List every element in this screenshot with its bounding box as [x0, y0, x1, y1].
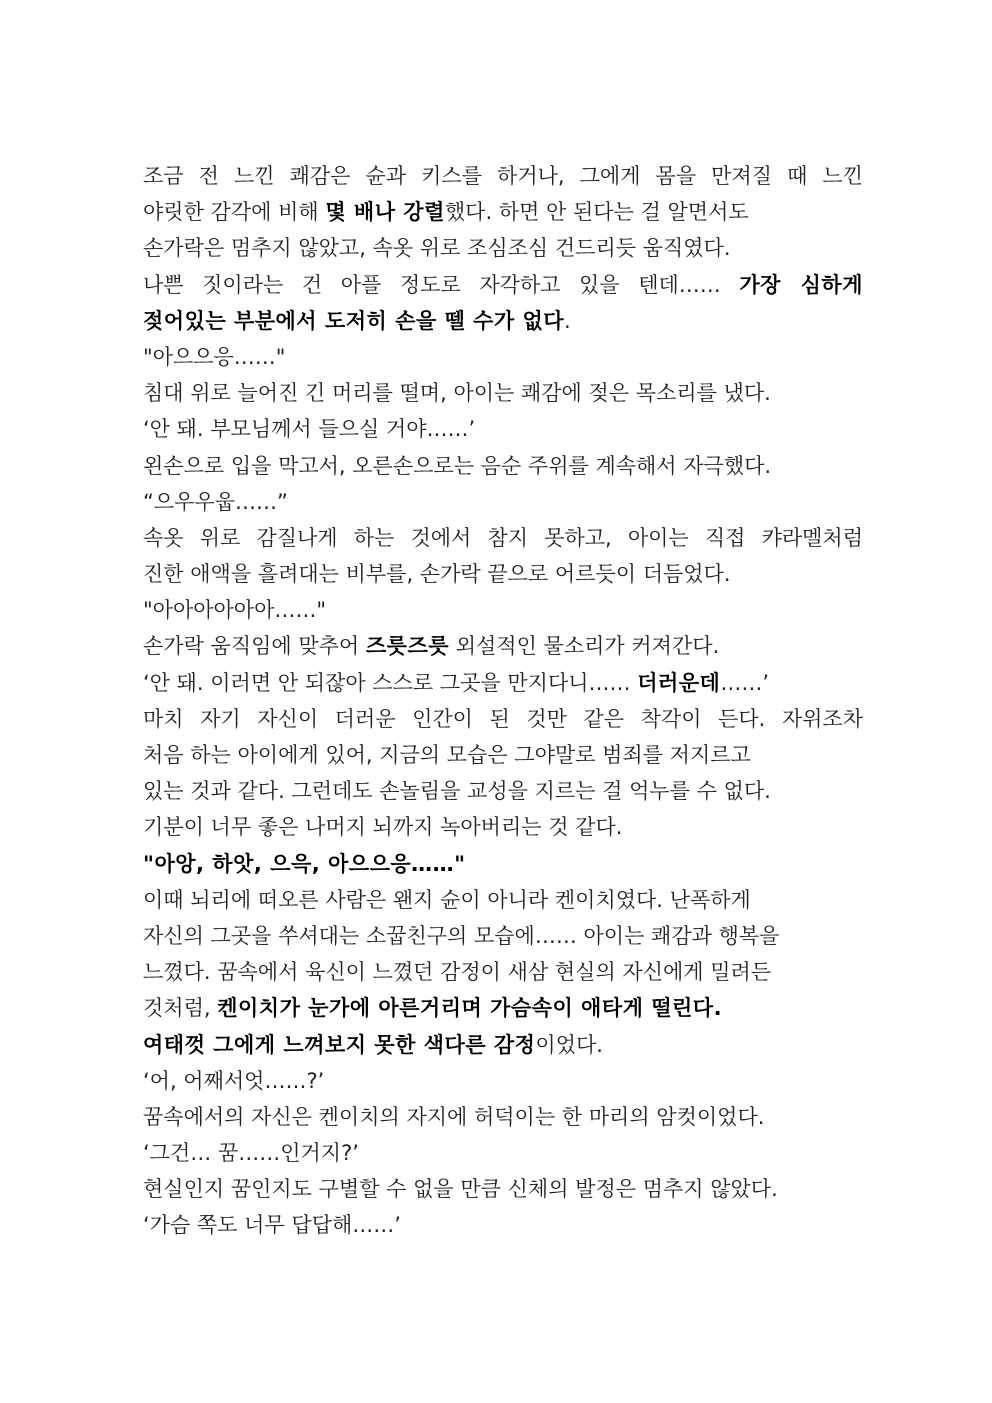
text-segment: 이때 뇌리에 떠오른 사람은 왠지 슌이 아니라 켄이치였다. 난폭하게 [143, 887, 751, 912]
text-segment: . [564, 308, 571, 333]
text-line [143, 158, 863, 194]
text-segment: 자신의 그곳을 쑤셔대는 소꿉친구의 모습에…… 아이는 쾌감과 행복을 [143, 923, 780, 948]
text-segment: 했다. 하면 안 된다는 걸 알면서도 [444, 200, 749, 225]
text-segment: 느꼈다. 꿈속에서 육신이 느꼈던 감정이 새삼 현실의 자신에게 밀려든 [143, 960, 772, 985]
text-line [143, 846, 863, 882]
text-segment: 왼손으로 입을 막고서, 오른손으로는 음순 주위를 계속해서 자극했다. [143, 453, 772, 478]
text-line [143, 448, 863, 484]
text-line [143, 1207, 863, 1243]
text-line [143, 556, 863, 592]
text-line [143, 520, 863, 556]
emphasized-text: "아앙, 하앗, 으윽, 아으으응……" [143, 851, 466, 876]
text-segment: 마치 자기 자신이 더러운 인간이 된 것만 같은 착각이 든다. 자위조차 [143, 706, 863, 731]
emphasized-text: 젖어있는 부분에서 도저히 손을 뗄 수가 없다 [143, 308, 565, 333]
text-line [143, 1099, 863, 1135]
text-segment: 것처럼, [143, 996, 218, 1021]
text-segment: ‘그건… 꿈……인거지?’ [143, 1141, 359, 1166]
text-segment: 기분이 너무 좋은 나머지 뇌까지 녹아버리는 것 같다. [143, 815, 623, 840]
text-segment: 손가락은 멈추지 않았고, 속옷 위로 조심조심 건드리듯 움직였다. [143, 236, 731, 261]
text-line [143, 1063, 863, 1099]
text-line [143, 701, 863, 737]
text-segment: “으우우웁……” [143, 489, 288, 514]
text-segment: 꿈속에서의 자신은 켄이치의 자지에 허덕이는 한 마리의 암컷이었다. [143, 1104, 765, 1129]
text-line [143, 303, 863, 339]
text-line [143, 230, 863, 266]
text-line [143, 411, 863, 447]
text-line [143, 990, 863, 1026]
text-line [143, 484, 863, 520]
text-line [143, 194, 863, 230]
text-line [143, 954, 863, 990]
text-segment: 야릿한 감각에 비해 [143, 200, 326, 225]
text-line [143, 1171, 863, 1207]
text-segment: 외설적인 물소리가 커져간다. [449, 634, 720, 659]
text-segment: 침대 위로 늘어진 긴 머리를 떨며, 아이는 쾌감에 젖은 목소리를 냈다. [143, 381, 771, 406]
text-segment: 손가락 움직임에 맞추어 [143, 634, 366, 659]
emphasized-text: 여태껏 그에게 느껴보지 못한 색다른 감정 [143, 1032, 536, 1057]
text-segment: 진한 애액을 흘려대는 비부를, 손가락 끝으로 어르듯이 더듬었다. [143, 562, 731, 587]
text-line [143, 375, 863, 411]
text-line [143, 665, 863, 701]
text-segment: 나쁜 짓이라는 건 아플 정도로 자각하고 있을 텐데…… [143, 272, 740, 297]
text-line [143, 267, 863, 303]
text-line [143, 809, 863, 845]
text-line [143, 628, 863, 664]
emphasized-text: 가장 심하게 [739, 272, 863, 297]
emphasized-text: 켄이치가 눈가에 아른거리며 가슴속이 애타게 떨린다. [217, 996, 723, 1021]
text-segment: ‘안 돼. 이러면 안 되잖아 스스로 그곳을 만지다니…… [143, 670, 638, 695]
text-line [143, 737, 863, 773]
emphasized-text: 즈릇즈릇 [365, 634, 450, 659]
emphasized-text: 더러운데 [637, 670, 721, 695]
text-segment: ……’ [720, 670, 770, 695]
text-line [143, 1135, 863, 1171]
text-segment: ‘안 돼. 부모님께서 들으실 거야……’ [143, 417, 476, 442]
text-line [143, 339, 863, 375]
text-segment: 이었다. [535, 1032, 603, 1057]
text-segment: 있는 것과 같다. 그런데도 손놀림을 교성을 지르는 걸 억누를 수 없다. [143, 779, 771, 804]
text-segment: 조금 전 느낀 쾌감은 슌과 키스를 하거나, 그에게 몸을 만져질 때 느낀 [143, 164, 863, 188]
text-segment: 속옷 위로 감질나게 하는 것에서 참지 못하고, 아이는 직접 캬라멜처럼 [143, 525, 863, 550]
text-line [143, 918, 863, 954]
text-line [143, 592, 863, 628]
text-segment: ‘가슴 쪽도 너무 답답해……’ [143, 1213, 401, 1238]
emphasized-text: 몇 배나 강렬 [325, 200, 445, 225]
text-segment: 처음 하는 아이에게 있어, 지금의 모습은 그야말로 범죄를 저지르고 [143, 743, 751, 767]
text-segment: "아아아아아아……" [143, 598, 327, 623]
text-line [143, 882, 863, 918]
text-line [143, 773, 863, 809]
text-segment: ‘어, 어째서엇……?’ [143, 1068, 325, 1093]
document-body-text [143, 158, 863, 1244]
text-line [143, 1027, 863, 1063]
text-segment: 현실인지 꿈인지도 구별할 수 없을 만큼 신체의 발정은 멈추지 않았다. [143, 1177, 778, 1202]
text-segment: "아으으응……" [143, 344, 286, 369]
